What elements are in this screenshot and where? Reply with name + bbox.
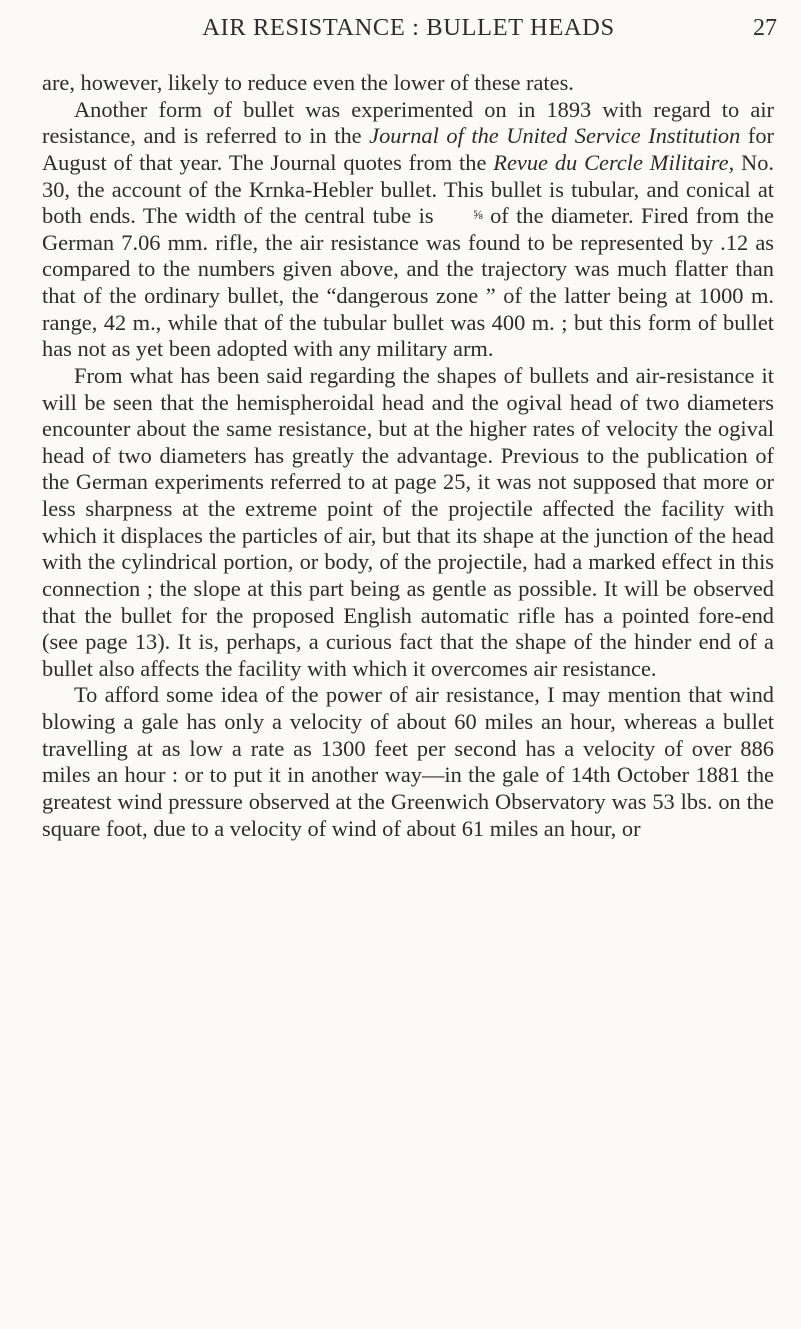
paragraph-bullet-shapes: From what has been said regarding the shapes of bullets and air-resistance it will be seen that the hemispheroidal head and the ogival head of two diameters encounter about the same resistance, but at the higher rates of velocity the ogival head of two diameters has greatly the advantage. Previous to the publication of the German experiments referred to at page 25, it was not supposed that more or less sharpness at the extreme point of the projectile affected the facility with which it displaces the particles of air, but that its shape at the junction of the head with the cylindrical portion, or body, of the projectile, had a marked effect in this connection ; the slope at this part being as gentle as possible. It will be observed that the bullet for the proposed English automatic rifle has a pointed fore-end (see page 13). It is, perhaps, a curious fact that the shape of the hinder end of a bullet also affects the facility with which it overcomes air resistance. — [42, 362, 774, 681]
paragraph-air-resistance-power: To afford some idea of the power of air resistance, I may mention that wind blowing a gale has only a velocity of about 60 miles an hour, whereas a bullet travelling at as low a rate as 1300 feet per second has a velocity of over 886 miles an hour : or to put it in another way—in the gale of 14th October 1881 the greatest wind pressure observed at the Greenwich Observatory was 53 lbs. on the square foot, due to a velocity of wind of about 61 miles an hour, or — [42, 682, 774, 841]
fraction-five-eighths: ⅝ — [472, 207, 483, 223]
paragraph-text: of the diameter. Fired from the German 7.06 mm. rifle, the air resistance was found to be represented by .12 as compared to the numbers given above, and the trajectory was much flatter than that of the ordinary bullet, the “dangerous zone ” of the latter being at 1000 m. range, 42 m., while that of the tubular bullet was 400 m. ; but this form of bullet has not as yet been adopted with any military arm. — [42, 203, 774, 362]
paragraph-krnka-hebler — [42, 97, 774, 363]
paragraph-text: Another form of bullet was experimented on in 1893 with regard to air resistance, and is referred to in the — [42, 96, 774, 149]
paragraph-text: No. 30, the account of the Krnka-Hebler bullet. This bullet is tubular, and conical at both ends. The width of the central tube is — [42, 149, 775, 229]
running-head — [56, 14, 777, 54]
running-title: AIR RESISTANCE : BULLET HEADS — [202, 14, 615, 41]
journal-title-italic: Journal of the United Service Institution — [369, 123, 741, 149]
paragraph-continuation: are, however, likely to reduce even the lower of these rates. — [42, 70, 574, 95]
body-text — [42, 70, 774, 842]
page-number: 27 — [753, 15, 777, 41]
revue-title-italic: Revue du Cercle Militaire, — [493, 149, 735, 175]
paragraph-text: for August of that year. The Journal quotes from the — [42, 123, 774, 175]
